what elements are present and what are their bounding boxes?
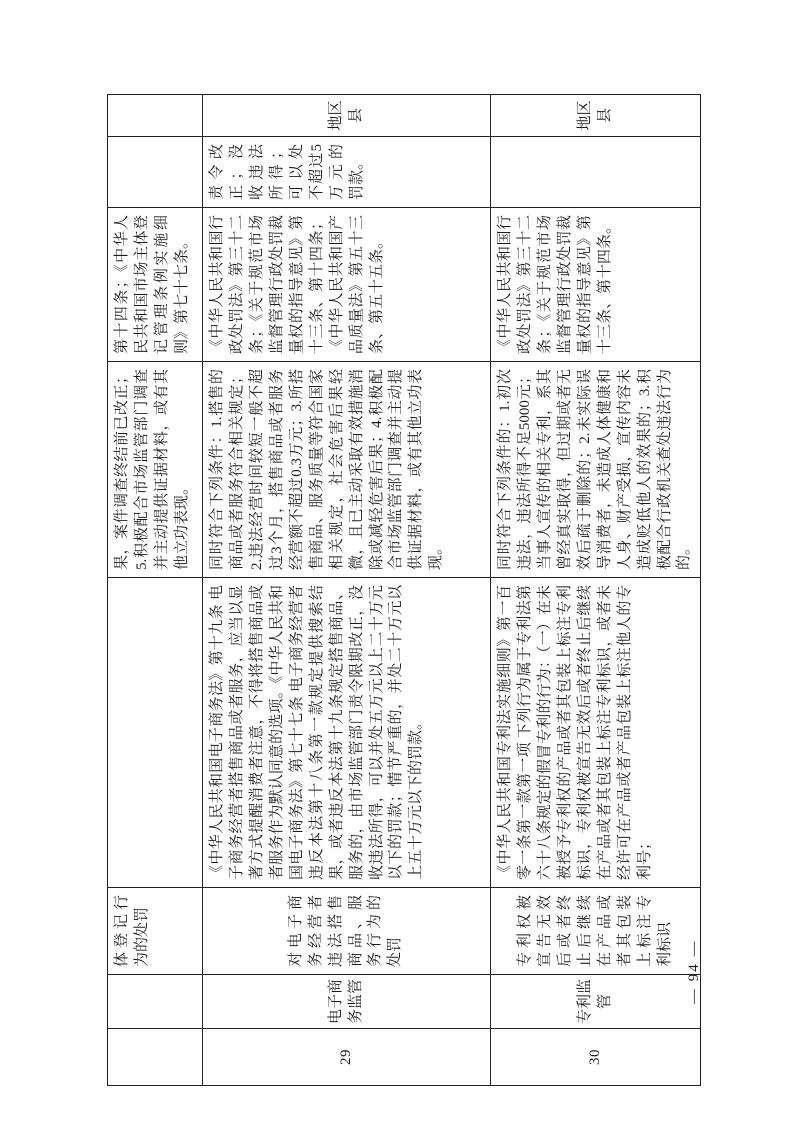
table-row-30	[491, 95, 701, 1086]
cell-area-empty	[108, 975, 203, 1029]
cell-penalty-empty	[108, 137, 203, 208]
cell-regulatory-area: 电子商务监管	[203, 975, 491, 1029]
table-row-continuation	[108, 95, 203, 1086]
cell-statute-text: 《中华人民共和国专利法实施细则》第一百零一条第一款第一项 下列行为属于专利法第六十八条规定的假冒专利的行为：（一）在未被授予专利权的产品或者其包装上标注专利标识，专利权被宣告无效后或者终止后继续在产品或者其包装上标注专利标识，或者未经许可在产品或者产品包装上标注他人的专利号；	[491, 578, 701, 888]
table-row-29	[203, 95, 491, 1086]
cell-implementation-level: 地区县	[203, 95, 491, 137]
cell-penalty-content	[491, 137, 701, 208]
cell-statute-empty	[108, 578, 203, 888]
cell-penalty-content: 责令改正；没收违法所得；可以处不超过5万元的罚款。	[203, 137, 491, 208]
cell-statute-text: 《中华人民共和国电子商务法》第十九条 电子商务经营者搭售商品或者服务，应当以显著方式提醒消费者注意，不得将搭售商品或者服务作为默认同意的选项。《中华人民共和国电子商务法》第七十七条 电子商务经营者违反本法第十八条第一款规定提供搜索结果，或者违反本法第十九条规定搭售商品、服务的，由市场监管部门责令限期改正，没收违法所得，可以并处五万元以上二十万元以下的罚款；情节严重的，并处二十万元以上五十万元以下的罚款。	[203, 578, 491, 888]
cell-conditions-continuation: 果，案件调查终结前已改正；5.积极配合市场监管部门调查并主动提供证据材料，或有其他立功表现。	[108, 362, 203, 578]
page-number: — 94 —	[686, 939, 702, 1004]
cell-penalty-item: 对电子商务经营者违法搭售商品、服务行为的处罚	[203, 888, 491, 975]
cell-serial-number: 29	[203, 1029, 491, 1086]
cell-penalty-item: 专利权被宣告无效后或者终止后继续在产品或者其包装上标注专利标识	[491, 888, 701, 975]
cell-item-continuation: 体登记行为的处罚	[108, 888, 203, 975]
cell-implementation-level: 地区县	[491, 95, 701, 137]
cell-basis-continuation: 第十四条；《中华人民共和国市场主体登记管理条例实施细则》第七十七条。	[108, 208, 203, 362]
cell-discretion-basis: 《中华人民共和国行政处罚法》第三十二条；《关于规范市场监督管理行政处罚裁量权的指导意见》第十三条、第十四条；《中华人民共和国产品质量法》第五十三条、第五十五条。	[203, 208, 491, 362]
cell-regulatory-area: 专利监管	[491, 975, 701, 1029]
cell-level-empty	[108, 95, 203, 137]
cell-serial-number: 30	[491, 1029, 701, 1086]
cell-serial-empty	[108, 1029, 203, 1086]
penalty-discretion-table	[107, 94, 701, 1086]
cell-discretion-basis: 《中华人民共和国行政处罚法》第三十二条；《关于规范市场监督管理行政处罚裁量权的指导意见》第十三条、第十四条。	[491, 208, 701, 362]
cell-applicable-conditions: 同时符合下列条件的：1.初次违法，违法所得不足5000元；当事人宣传的相关专利，系其曾经真实取得，但过期或者无效后疏于删除的；2.未实际误导消费者，未造成人体健康和人身、财产受损，宣传内容未造成贬低他人的效果的；3.积极配合行政机关查处违法行为的。	[491, 362, 701, 578]
cell-applicable-conditions: 同时符合下列条件：1.搭售的商品或者服务符合相关规定；2.违法经营时间较短一般不超过3个月，搭售商品或者服务经营额不超过0.3万元；3.所搭售商品、服务质量等符合国家相关规定，社会危害后果轻微，且已主动采取有效措施消除或减轻危害后果；4.积极配合市场监管部门调查并主动提供证据材料，或有其他立功表现。	[203, 362, 491, 578]
